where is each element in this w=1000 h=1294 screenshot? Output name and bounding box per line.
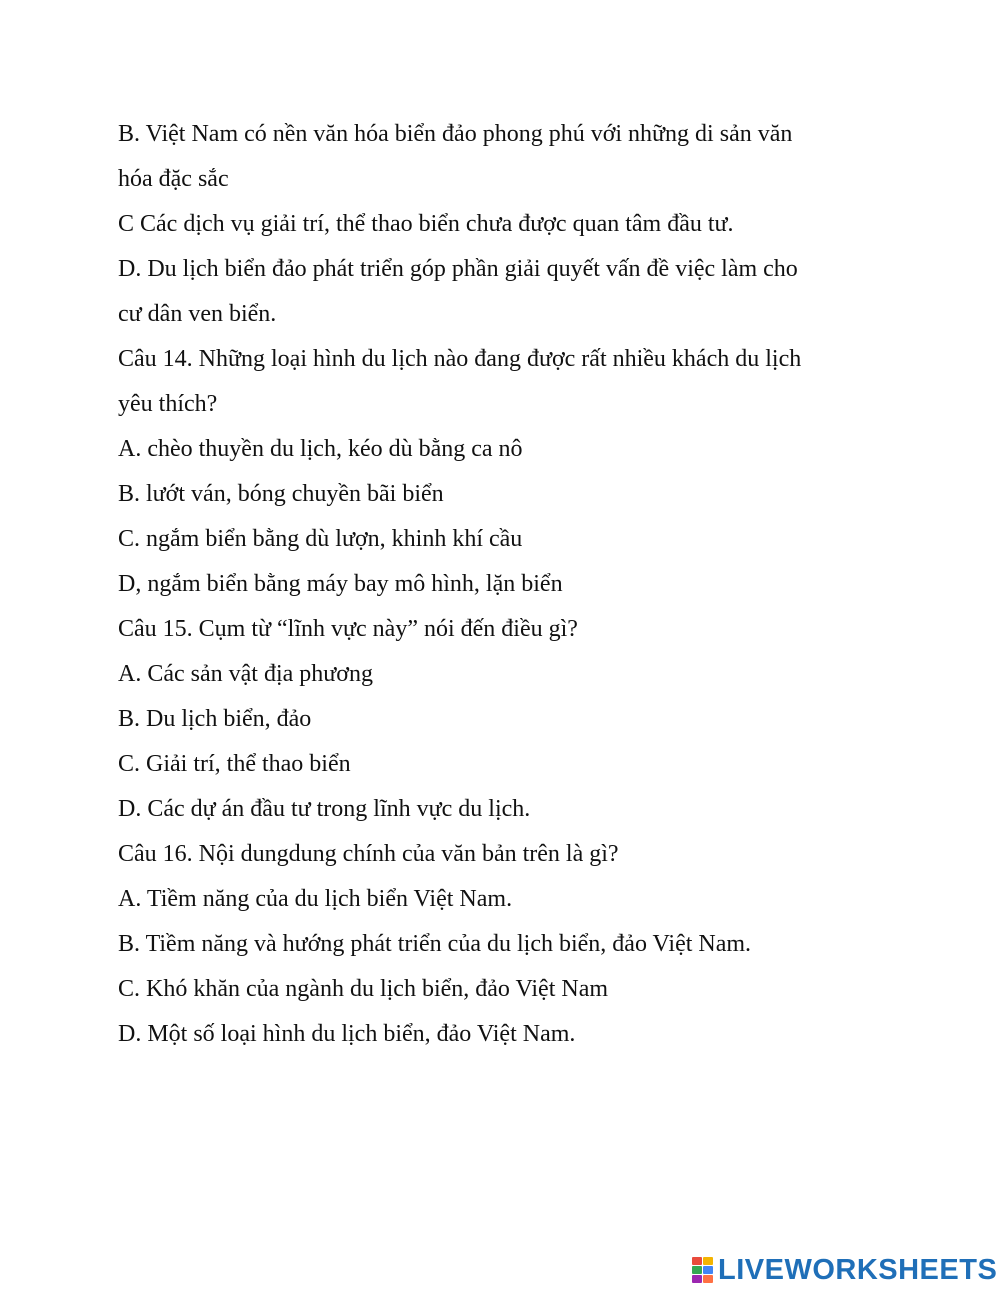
text-line: hóa đặc sắc bbox=[118, 166, 229, 192]
question-text-block bbox=[118, 112, 888, 1057]
logo-mark-square bbox=[692, 1257, 702, 1265]
text-line: D. Du lịch biển đảo phát triển góp phần giải quyết vấn đề việc làm cho bbox=[118, 256, 798, 282]
question-15-option-a: A. Các sản vật địa phương bbox=[118, 661, 373, 687]
question-15-option-d: D. Các dự án đầu tư trong lĩnh vực du lịch. bbox=[118, 796, 531, 822]
question-16-title: Câu 16. Nội dungdung chính của văn bản trên là gì? bbox=[118, 841, 619, 867]
text-line: cư dân ven biển. bbox=[118, 301, 277, 327]
question-16-option-d: D. Một số loại hình du lịch biển, đảo Việt Nam. bbox=[118, 1021, 576, 1047]
question-15-option-c: C. Giải trí, thể thao biển bbox=[118, 751, 351, 777]
question-16-option-a: A. Tiềm năng của du lịch biển Việt Nam. bbox=[118, 886, 513, 912]
logo-mark-square bbox=[703, 1257, 713, 1265]
question-16-option-b: B. Tiềm năng và hướng phát triển của du lịch biển, đảo Việt Nam. bbox=[118, 931, 752, 957]
question-14-option-c: C. ngắm biển bằng dù lượn, khinh khí cầu bbox=[118, 526, 523, 552]
question-14-title-cont: yêu thích? bbox=[118, 391, 218, 417]
text-line: B. Việt Nam có nền văn hóa biển đảo phong phú với những di sản văn bbox=[118, 121, 793, 147]
text-line: C Các dịch vụ giải trí, thể thao biển chưa được quan tâm đầu tư. bbox=[118, 211, 734, 237]
logo-mark-square bbox=[692, 1266, 702, 1274]
liveworksheets-logo bbox=[692, 1252, 997, 1288]
liveworksheets-logo-text: LIVEWORKSHEETS bbox=[718, 1253, 998, 1286]
question-15-option-b: B. Du lịch biển, đảo bbox=[118, 706, 312, 732]
question-16-option-c: C. Khó khăn của ngành du lịch biển, đảo Việt Nam bbox=[118, 976, 609, 1002]
liveworksheets-logo-icon bbox=[692, 1257, 714, 1283]
logo-mark-square bbox=[703, 1275, 713, 1283]
question-15-title: Câu 15. Cụm từ “lĩnh vực này” nói đến điều gì? bbox=[118, 616, 578, 642]
question-14-option-a: A. chèo thuyền du lịch, kéo dù bằng ca nô bbox=[118, 436, 523, 462]
question-14-option-d: D, ngắm biển bằng máy bay mô hình, lặn biển bbox=[118, 571, 563, 597]
question-14-option-b: B. lướt ván, bóng chuyền bãi biển bbox=[118, 481, 444, 507]
logo-mark-square bbox=[703, 1266, 713, 1274]
logo-mark-square bbox=[692, 1275, 702, 1283]
question-14-title: Câu 14. Những loại hình du lịch nào đang được rất nhiều khách du lịch bbox=[118, 346, 802, 372]
